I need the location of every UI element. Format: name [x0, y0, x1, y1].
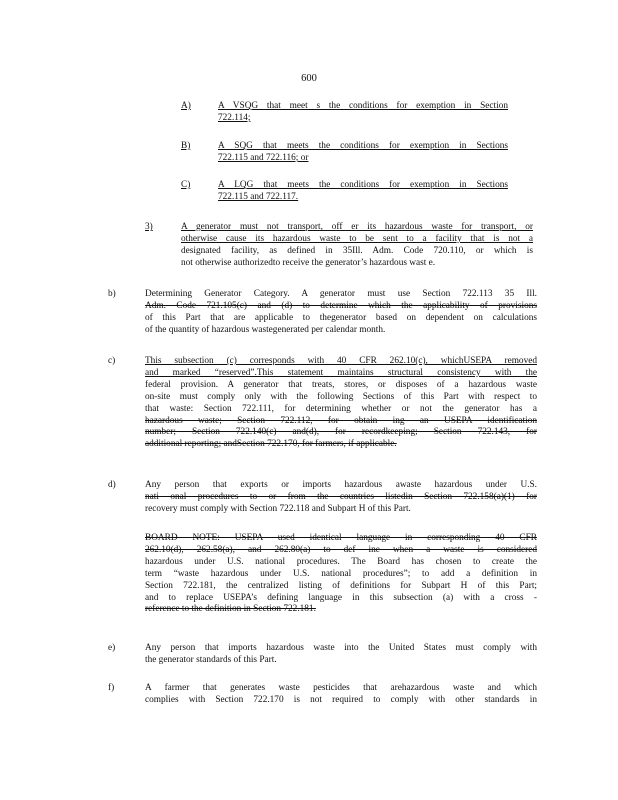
section-label: d) [108, 480, 116, 490]
section-text: Determining Generator Category. A generator must use Section 722.113 35 Ill. Adm. Code 721.105(c) and (d) to determine which the applicability of provisions of this Part that are applicable to thegenerator based on dependent on calculations of the quantity of hazardous wastegenerated per calendar month. [145, 289, 537, 335]
subsection-text: A LQG that meets the conditions for exemption in Sections 722.115 and 722.117. [218, 180, 508, 202]
section-label: b) [108, 289, 116, 299]
section-text: This subsection (c) corresponds with 40 CFR 262.10(c), whichUSEPA removed and marked “reserved”.This statement maintains structural consistency with the federal provision. A generator that treats, stores, or disposes of a hazardous waste on-site must comply only with the following Sections of this Part with respect to that waste: Section 722.111, for determining whether or not the generator has a hazardous waste; Section 722.112, for obtain ing an USEPA identification number; Section 722.140(c) and(d), for recordkeeping; Section 722.143, for additional reporting; andSection 722.170, for farmers, if applicable. [145, 356, 537, 450]
section-label: f) [108, 683, 115, 693]
subsection-label: B) [181, 141, 191, 151]
section-label: c) [108, 356, 116, 366]
item-label: 3) [145, 222, 153, 232]
item-text: A generator must not transport, off er its hazardous waste for transport, or otherwise cause its hazardous waste to be sent to a facility that is not a designated facility, as defined in 35Ill. Adm. Code 720.110, or which is not otherwise authorizedto receive the generator’s hazardous wast e. [181, 222, 533, 268]
subsection-label: A) [181, 101, 191, 111]
section-text: Any person that imports hazardous waste into the United States must comply with the generator standards of this Part. [145, 643, 537, 665]
subsection-text: A VSQG that meet s the conditions for exemption in Section 722.114; [218, 101, 508, 123]
subsection-label: C) [181, 180, 191, 190]
subsection-text: A SQG that meets the conditions for exemption in Sections 722.115 and 722.116; or [218, 141, 508, 163]
section-text: A farmer that generates waste pesticides that arehazardous waste and which complies with Section 722.170 is not required to comply with other standards in [145, 683, 537, 705]
page-number: 600 [301, 73, 317, 84]
section-text: Any person that exports or imports hazardous awaste hazardous under U.S. nati onal procedures to or from the countries listedin Section 722.158(a)(1) for recovery must comply with Section 722.118 and Subpart H of this Part. [145, 480, 537, 514]
board-note-text: BOARD NOTE: USEPA used identical language in corresponding 40 CFR 262.10(d), 262.58(a), and 262.80(a) to def ine when a waste is considered hazardous under U.S. national procedures. The Board has chosen to create the term “waste hazardous under U.S. national procedures”; to add a definition in Section 722.181, the centralized listing of definitions for Subpart H of this Part; and to replace USEPA’s defining language in this subsection (a) with a cross - reference to the definition in Section 722.181. [145, 533, 537, 615]
section-label: e) [108, 643, 116, 653]
